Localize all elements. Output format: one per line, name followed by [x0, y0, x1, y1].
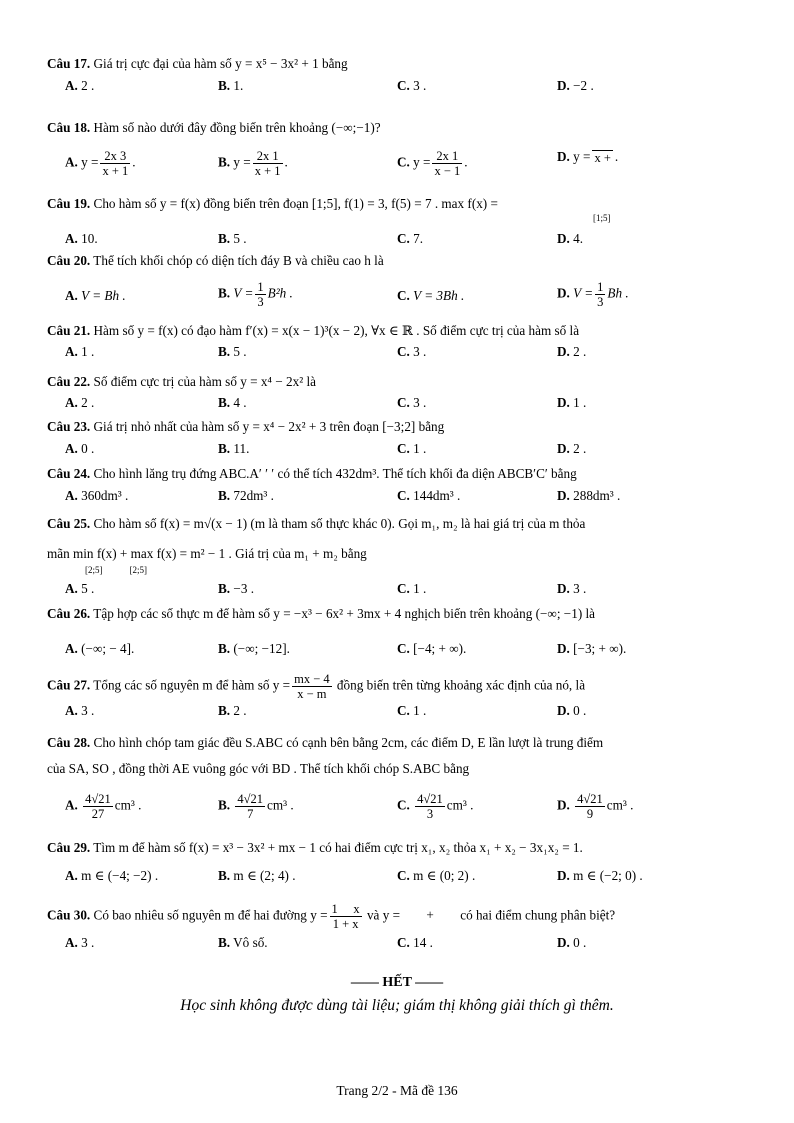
question-text: Cho hàm số y = f(x) đồng biến trên đoạn [1;5], f(1) = 3, f(5) = 7 . max f(x) = — [93, 196, 498, 211]
question-25: Câu 25. Cho hàm số f(x) = m√(x − 1) (m là tham số thực khác 0). Gọi m₁, m₂ là hai giá trị của m thỏa mãn min f(x) + max f(x) = m² − 1 . Giá trị của m₁ + m₂ bằng [2;5] [2;5] A. 5 . B. −3 . C. 1 . D. 3 . — [47, 515, 759, 599]
question-text: Hàm số nào dưới đây đồng biến trên khoảng (−∞;−1)? — [93, 120, 381, 135]
question-27: Câu 27. Tổng các số nguyên m để hàm số y = $\frac{mx - 4}{x - m}$ đồng biến trên từng khoảng xác định của nó, là A. 3 . B. 2 . C. 1 . D. 0 . — [47, 672, 587, 718]
question-29: Câu 29. Tìm m để hàm số f(x) = x³ − 3x² + mx − 1 có hai điểm cực trị x₁, x₂ thỏa x₁ + x₂ − 3x₁x₂ = 1. A. m ∈ (−4; −2) . B. m ∈ (2; 4) . C. m ∈ (0; 2) . D. m ∈ (−2; 0) . — [47, 840, 643, 883]
question-28: Câu 28. Cho hình chóp tam giác đều S.ABC có cạnh bên bằng 2cm, các điểm D, E lần lượt là trung điểm của SA, SO , đồng thời AE vuông góc với BD . Thể tích khối chóp S.ABC bằng A. $\frac{4√21}{27}$ cm³ . B. $\frac{4√21}{7}$ cm³ . C. $\frac{4√21}{3}$ cm³ . D. $\frac{4√21}{9}$ cm³ . — [47, 735, 634, 821]
question-23: Câu 23. Giá trị nhỏ nhất của hàm số y = x⁴ − 2x² + 3 trên đoạn [−3;2] bằng A. 0 . B. 11. C. 1 . D. 2 . — [47, 419, 587, 456]
max-subscript: [1;5] — [593, 213, 611, 223]
question-17: Câu 17. Giá trị cực đại của hàm số y = x⁵ − 3x² + 1 bằng A. 2 . B. 1. C. 3 . D. −2 . — [47, 56, 594, 93]
exam-note: Học sinh không được dùng tài liệu; giám thị không giải thích gì thêm. — [180, 997, 614, 1014]
min-max-subscript: [2;5] [2;5] — [85, 565, 147, 575]
question-text: Giá trị cực đại của hàm số y = x⁵ − 3x² + 1 bằng — [93, 56, 348, 71]
question-26: Câu 26. Tập hợp các số thực m để hàm số y = −x³ − 6x² + 3mx + 4 nghịch biến trên khoảng (−∞; −1) là A. (−∞; − 4]. B. (−∞; −12]. C. [−4; + ∞). D. [−3; + ∞). — [47, 606, 627, 656]
question-30: Câu 30. Có bao nhiêu số nguyên m để hai đường y = $\frac{1 x}{1 + x}$ và y = + có hai điểm chung phân biệt? A. 3 . B. Vô số. C. 14 . D. 0 . — [47, 902, 616, 950]
option-a: 2 . — [81, 78, 95, 93]
page-footer: Trang 2/2 - Mã đề 136 — [336, 1083, 458, 1098]
question-number: Câu 17. — [47, 56, 91, 71]
question-18: Câu 18. Hàm số nào dưới đây đồng biến trên khoảng (−∞;−1)? A. y = $\frac{2x 3}{x + 1}$ . B. y = $\frac{2x 1}{x + 1}$ . C. y = $\frac{2x 1}{x - 1}$ . D. y = x + . — [47, 120, 619, 178]
question-19: Câu 19. Cho hàm số y = f(x) đồng biến trên đoạn [1;5], f(1) = 3, f(5) = 7 . max f(x) = [1;5] A. 10. B. 5 . C. 7. D. 4. — [47, 196, 611, 246]
question-20: Câu 20. Thể tích khối chóp có diện tích đáy B và chiều cao h là A. V = Bh . B. V = $\frac{1}{3}$ B²h . C. V = 3Bh . D. V = $\frac{1}{3}$ Bh . — [47, 253, 629, 309]
question-21: Câu 21. Hàm số y = f(x) có đạo hàm f′(x) = x(x − 1)³(x − 2), ∀x ∈ ℝ . Số điểm cực trị của hàm số là A. 1 . B. 5 . C. 3 . D. 2 . — [47, 323, 587, 359]
question-text-line-2: mãn min f(x) + max f(x) = m² − 1 . Giá trị của m₁ + m₂ bằng — [47, 546, 367, 561]
question-24: Câu 24. Cho hình lăng trụ đứng ABC.A′ ′ ′ có thể tích 432dm³. Thể tích khối đa diện ABCB′C′ bằng A. 360dm³ . B. 72dm³ . C. 144dm³ . D. 288dm³ . — [47, 466, 621, 503]
question-22: Câu 22. Số điểm cực trị của hàm số y = x⁴ − 2x² là A. 2 . B. 4 . C. 3 . D. 1 . — [47, 374, 587, 410]
option-d: −2 . — [573, 78, 594, 93]
option-c: 3 . — [413, 78, 427, 93]
end-mark: —— HẾT —— — [350, 975, 444, 990]
option-b: 1. — [233, 78, 244, 93]
